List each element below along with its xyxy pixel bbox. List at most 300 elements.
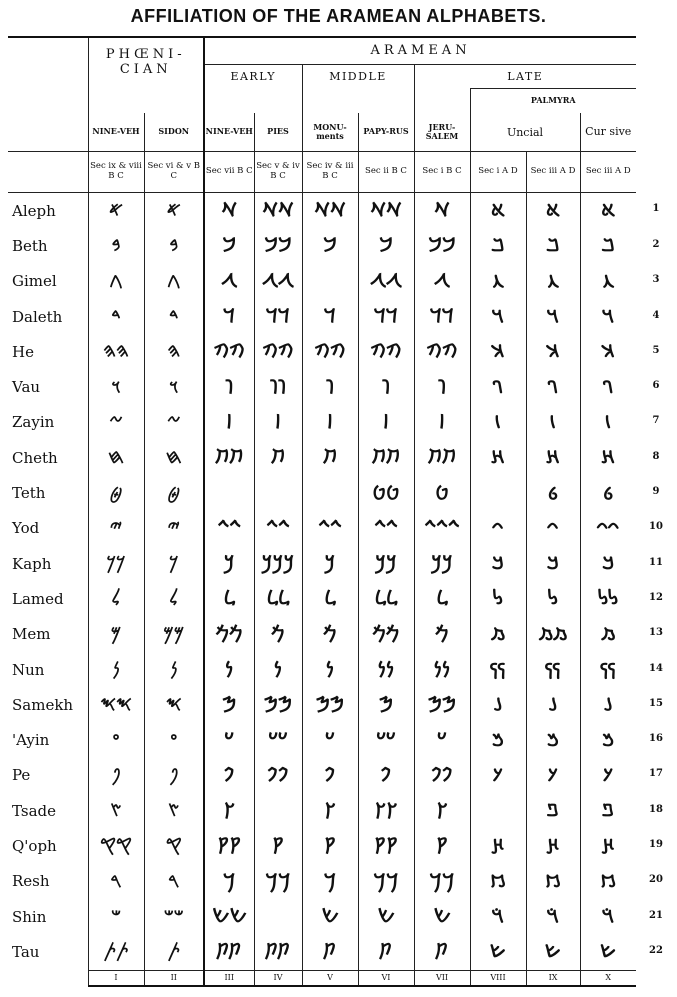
letter-name: Q'oph	[12, 836, 57, 855]
glyph-cell: 𐡲	[526, 828, 580, 863]
glyph-cell: 𐡥	[580, 369, 636, 404]
glyph-cell: 𐡂𐡂	[254, 264, 302, 299]
table-row	[8, 228, 636, 263]
glyph-cell: 𐡃	[302, 299, 358, 334]
table-row	[8, 687, 636, 722]
date-row-blank	[8, 152, 88, 193]
glyph-cell: 𐡀𐡀	[358, 193, 414, 229]
glyph-cell: 𐡒𐡒	[358, 828, 414, 863]
glyph-cell: 𐤊	[144, 546, 204, 581]
glyph-cell: 𐡀𐡀	[254, 193, 302, 229]
glyph-cell: 𐡦	[470, 405, 526, 440]
glyph-cell: 𐤏	[88, 722, 144, 757]
glyph-cell: 𐡌	[302, 617, 358, 652]
header-middle-spacer	[302, 89, 414, 114]
glyph-cell: 𐡎𐡎	[302, 687, 358, 722]
glyph-cell: 𐡊𐡊	[358, 546, 414, 581]
letter-name: Aleph	[12, 201, 56, 220]
glyph-cell: 𐡏𐡏	[254, 722, 302, 757]
header-aramean: ARAMEAN	[204, 37, 636, 65]
glyph-cell: 𐡆	[358, 405, 414, 440]
table-row	[8, 334, 636, 369]
glyph-cell: 𐤈	[88, 475, 144, 510]
row-number: 5	[652, 344, 660, 356]
glyph-cell: 𐡎𐡎	[414, 687, 470, 722]
glyph-cell: 𐡇	[302, 440, 358, 475]
row-number: 20	[649, 874, 663, 886]
glyph-cell: 𐤔𐤔	[144, 899, 204, 934]
glyph-cell: 𐡄𐡄	[358, 334, 414, 369]
corner-cell	[8, 37, 88, 113]
glyph-cell: 𐤂	[88, 264, 144, 299]
table-row	[8, 934, 636, 970]
glyph-cell: 𐤓	[88, 864, 144, 899]
column-date-6: Sec ii B C	[358, 152, 414, 193]
glyph-cell: 𐡠	[470, 193, 526, 229]
glyph-cell: 𐡄𐡄	[204, 334, 254, 369]
glyph-cell: 𐡭𐡭	[580, 652, 636, 687]
glyph-cell: 𐡇𐡇	[414, 440, 470, 475]
glyph-cell: 𐡕	[302, 934, 358, 970]
glyph-cell: 𐡯	[526, 722, 580, 757]
glyph-cell: 𐤉	[88, 511, 144, 546]
column-roman-9: IX	[526, 970, 580, 986]
alphabet-table	[8, 36, 636, 987]
glyph-cell: 𐡐𐡐	[414, 758, 470, 793]
row-number: 13	[649, 627, 663, 639]
glyph-cell: 𐤅	[88, 369, 144, 404]
row-number: 7	[652, 415, 660, 427]
glyph-cell: 𐡐	[358, 758, 414, 793]
glyph-cell: 𐤉	[144, 511, 204, 546]
column-roman-6: VI	[358, 970, 414, 986]
glyph-cell: 𐡫	[470, 581, 526, 616]
glyph-cell: 𐡒𐡒	[204, 828, 254, 863]
glyph-cell: 𐤋	[144, 581, 204, 616]
glyph-cell: 𐡤	[470, 334, 526, 369]
glyph-cell: 𐤎𐤎	[88, 687, 144, 722]
glyph-cell: 𐤐	[144, 758, 204, 793]
glyph-cell: 𐤀	[144, 193, 204, 229]
glyph-cell: 𐡣	[470, 299, 526, 334]
glyph-cell: 𐤂	[144, 264, 204, 299]
glyph-cell: 𐡑	[204, 793, 254, 828]
glyph-cell: 𐡭𐡭	[526, 652, 580, 687]
row-number: 17	[649, 768, 663, 780]
row-number: 18	[649, 803, 663, 815]
column-date-8: Sec i A D	[470, 152, 526, 193]
header-late: LATE	[414, 65, 636, 89]
table-row	[8, 722, 636, 757]
glyph-cell: 𐤆	[144, 405, 204, 440]
glyph-cell: 𐡩	[526, 511, 580, 546]
glyph-cell: 𐡬	[580, 617, 636, 652]
glyph-cell: 𐤊𐤊	[88, 546, 144, 581]
glyph-cell: 𐡣	[580, 299, 636, 334]
glyph-cell: 𐡨	[580, 475, 636, 510]
glyph-cell: 𐡢	[580, 264, 636, 299]
glyph-cell: 𐡪	[580, 546, 636, 581]
glyph-cell: 𐡦	[580, 405, 636, 440]
glyph-cell: 𐡵	[580, 934, 636, 970]
table-row	[8, 864, 636, 899]
column-date-7: Sec i B C	[414, 152, 470, 193]
glyph-cell: 𐡫𐡫	[580, 581, 636, 616]
glyph-cell: 𐡥	[470, 369, 526, 404]
glyph-cell: 𐤆	[88, 405, 144, 440]
glyph-cell: 𐡀	[414, 193, 470, 229]
glyph-cell: 𐡓𐡓	[358, 864, 414, 899]
glyph-cell: 𐡊	[302, 546, 358, 581]
column-roman-10: X	[580, 970, 636, 986]
glyph-cell: 𐤋	[88, 581, 144, 616]
table-row	[8, 369, 636, 404]
column-date-4: Sec v & iv B C	[254, 152, 302, 193]
glyph-cell: 𐡀𐡀	[302, 193, 358, 229]
glyph-cell: 𐡅	[414, 369, 470, 404]
letter-name: Kaph	[12, 554, 52, 573]
glyph-cell: 𐡌𐡌	[204, 617, 254, 652]
glyph-cell: 𐡤	[526, 334, 580, 369]
column-date-10: Sec iii A D	[580, 152, 636, 193]
letter-name: Mem	[12, 625, 51, 644]
letter-name: Cheth	[12, 448, 58, 467]
glyph-cell: 𐡮	[470, 687, 526, 722]
glyph-cell	[254, 475, 302, 510]
glyph-cell: 𐡃𐡃	[358, 299, 414, 334]
letter-name: 'Ayin	[12, 731, 50, 750]
row-number: 3	[652, 274, 660, 286]
letter-name: Yod	[12, 519, 40, 538]
glyph-cell: 𐡭𐡭	[470, 652, 526, 687]
glyph-cell: 𐡪	[470, 546, 526, 581]
glyph-cell: 𐡬𐡬	[526, 617, 580, 652]
glyph-cell: 𐡍	[204, 652, 254, 687]
glyph-cell: 𐡢	[526, 264, 580, 299]
row-number: 22	[649, 945, 663, 957]
header-uncial: Uncial	[470, 113, 580, 152]
column-roman-8: VIII	[470, 970, 526, 986]
row-number: 1	[652, 203, 660, 215]
letter-name: Samekh	[12, 695, 74, 714]
letter-name: Daleth	[12, 307, 63, 326]
glyph-cell: 𐡂	[414, 264, 470, 299]
column-date-1: Sec ix & viii B C	[88, 152, 144, 193]
table-row	[8, 405, 636, 440]
glyph-cell: 𐤒	[144, 828, 204, 863]
header-phoenician: PHŒNI- CIAN	[88, 37, 204, 89]
glyph-cell: 𐤕	[144, 934, 204, 970]
row-number: 14	[649, 662, 663, 674]
row-number: 9	[652, 486, 660, 498]
glyph-cell: 𐡴	[580, 899, 636, 934]
glyph-cell: 𐡨	[526, 475, 580, 510]
glyph-cell: 𐤈	[144, 475, 204, 510]
table-row	[8, 546, 636, 581]
glyph-cell: 𐤐	[88, 758, 144, 793]
glyph-cell: 𐡪	[526, 546, 580, 581]
column-city-3: NINE-VEH	[204, 113, 254, 152]
letter-name: Shin	[12, 907, 47, 926]
glyph-cell: 𐡎	[204, 687, 254, 722]
glyph-cell: 𐤕𐤕	[88, 934, 144, 970]
glyph-cell: 𐡆	[254, 405, 302, 440]
glyph-cell: 𐡉𐡉𐡉	[414, 511, 470, 546]
glyph-cell: 𐤄𐤄	[88, 334, 144, 369]
table-row	[8, 758, 636, 793]
glyph-cell: 𐡓𐡓	[414, 864, 470, 899]
column-date-2: Sec vi & v B C	[144, 152, 204, 193]
glyph-cell: 𐡮	[526, 687, 580, 722]
glyph-cell: 𐡅	[204, 369, 254, 404]
column-date-3: Sec vii B C	[204, 152, 254, 193]
glyph-cell: 𐤑	[88, 793, 144, 828]
table-row	[8, 899, 636, 934]
glyph-cell: 𐡃𐡃	[414, 299, 470, 334]
table-row	[8, 511, 636, 546]
glyph-cell: 𐡬	[470, 617, 526, 652]
glyph-cell: 𐤀	[88, 193, 144, 229]
glyph-cell: 𐤄	[144, 334, 204, 369]
glyph-cell: 𐤍	[144, 652, 204, 687]
glyph-cell	[302, 264, 358, 299]
letter-name: Gimel	[12, 272, 57, 291]
letter-name: Zayin	[12, 413, 55, 432]
glyph-cell: 𐡧	[470, 440, 526, 475]
column-roman-3: III	[204, 970, 254, 986]
glyph-cell: 𐤃	[144, 299, 204, 334]
glyph-cell: 𐡑𐡑	[358, 793, 414, 828]
column-city-1: NINE-VEH	[88, 113, 144, 152]
glyph-cell: 𐡇𐡇	[204, 440, 254, 475]
letter-name: Lamed	[12, 589, 64, 608]
glyph-cell: 𐡁	[204, 228, 254, 263]
glyph-cell: 𐡩	[470, 511, 526, 546]
glyph-cell	[302, 475, 358, 510]
glyph-cell: 𐡰	[526, 758, 580, 793]
glyph-cell: 𐡠	[526, 193, 580, 229]
glyph-cell: 𐡮	[580, 687, 636, 722]
glyph-cell: 𐡦	[526, 405, 580, 440]
glyph-cell: 𐡓	[204, 864, 254, 899]
glyph-cell: 𐡲	[580, 828, 636, 863]
glyph-cell: 𐡵	[470, 934, 526, 970]
glyph-cell: 𐡐	[302, 758, 358, 793]
glyph-cell: 𐤇	[88, 440, 144, 475]
glyph-cell: 𐡍𐡍	[414, 652, 470, 687]
glyph-cell: 𐡁𐡁	[254, 228, 302, 263]
glyph-cell: 𐡌	[254, 617, 302, 652]
glyph-cell: 𐡅	[302, 369, 358, 404]
glyph-cell: 𐡰	[470, 758, 526, 793]
glyph-cell: 𐡔𐡔	[204, 899, 254, 934]
column-roman-4: IV	[254, 970, 302, 986]
letter-name: Vau	[12, 378, 41, 397]
glyph-cell: 𐡆	[414, 405, 470, 440]
glyph-cell: 𐡄𐡄	[254, 334, 302, 369]
glyph-cell: 𐤁	[144, 228, 204, 263]
header-middle: MIDDLE	[302, 65, 414, 89]
glyph-cell: 𐡴	[470, 899, 526, 934]
glyph-cell: 𐡃𐡃	[254, 299, 302, 334]
glyph-cell: 𐡏	[414, 722, 470, 757]
glyph-cell: 𐡅	[358, 369, 414, 404]
page-title: AFFILIATION OF THE ARAMEAN ALPHABETS.	[130, 6, 547, 26]
row-number: 19	[649, 838, 663, 850]
row-number: 21	[649, 909, 663, 921]
glyph-cell: 𐤒𐤒	[88, 828, 144, 863]
glyph-cell: 𐡤	[580, 334, 636, 369]
column-city-5: MONU-ments	[302, 113, 358, 152]
glyph-cell	[254, 793, 302, 828]
glyph-cell: 𐤑	[144, 793, 204, 828]
row-number: 12	[649, 591, 663, 603]
glyph-cell: 𐡕	[414, 934, 470, 970]
letter-name: Tau	[12, 943, 40, 962]
column-roman-7: VII	[414, 970, 470, 986]
glyph-cell: 𐡡	[580, 228, 636, 263]
glyph-cell: 𐡉𐡉	[302, 511, 358, 546]
row-number: 2	[652, 238, 660, 250]
glyph-cell: 𐡴	[526, 899, 580, 934]
glyph-cell: 𐡅𐡅	[254, 369, 302, 404]
glyph-cell	[204, 475, 254, 510]
glyph-cell: 𐡌𐡌	[358, 617, 414, 652]
glyph-cell: 𐡧	[526, 440, 580, 475]
column-roman-5: V	[302, 970, 358, 986]
column-roman-2: II	[144, 970, 204, 986]
glyph-cell: 𐡈	[414, 475, 470, 510]
glyph-cell: 𐡢	[470, 264, 526, 299]
glyph-cell: 𐡁𐡁	[414, 228, 470, 263]
table-row	[8, 617, 636, 652]
glyph-cell: 𐡱	[580, 793, 636, 828]
glyph-cell: 𐡯	[580, 722, 636, 757]
glyph-cell: 𐡍	[302, 652, 358, 687]
letter-name: Nun	[12, 660, 45, 679]
glyph-cell: 𐡏	[204, 722, 254, 757]
glyph-cell: 𐡏𐡏	[358, 722, 414, 757]
glyph-cell: 𐡊	[204, 546, 254, 581]
glyph-cell: 𐤍	[88, 652, 144, 687]
glyph-cell: 𐡀	[204, 193, 254, 229]
glyph-cell: 𐡋𐡋	[254, 581, 302, 616]
row-number: 6	[652, 380, 660, 392]
header-late-spacer	[414, 89, 470, 114]
glyph-cell: 𐡓𐡓	[254, 864, 302, 899]
glyph-cell: 𐡔	[414, 899, 470, 934]
table-row	[8, 299, 636, 334]
glyph-cell: 𐡑	[302, 793, 358, 828]
roman-numeral-row	[8, 970, 636, 986]
glyph-cell: 𐡡	[526, 228, 580, 263]
glyph-cell: 𐡥	[526, 369, 580, 404]
column-date-5: Sec iv & iii B C	[302, 152, 358, 193]
table-row	[8, 264, 636, 299]
column-city-4: PIES	[254, 113, 302, 152]
glyph-cell: 𐡈𐡈	[358, 475, 414, 510]
glyph-cell: 𐡕𐡕	[254, 934, 302, 970]
glyph-cell: 𐡔	[302, 899, 358, 934]
table-row	[8, 440, 636, 475]
column-roman-1: I	[88, 970, 144, 986]
glyph-cell: 𐡏	[302, 722, 358, 757]
glyph-cell: 𐡉𐡉	[254, 511, 302, 546]
glyph-cell: 𐡊𐡊𐡊	[254, 546, 302, 581]
row-number: 10	[649, 521, 663, 533]
column-city-2: SIDON	[144, 113, 204, 152]
glyph-cell: 𐡌	[414, 617, 470, 652]
letter-name: Resh	[12, 872, 50, 891]
glyph-cell: 𐡐	[204, 758, 254, 793]
glyph-cell: 𐡫	[526, 581, 580, 616]
glyph-cell: 𐤏	[144, 722, 204, 757]
glyph-cell	[470, 475, 526, 510]
glyph-cell: 𐤔	[88, 899, 144, 934]
table-row	[8, 581, 636, 616]
column-city-7: JERU-SALEM	[414, 113, 470, 152]
glyph-cell: 𐤌𐤌	[144, 617, 204, 652]
glyph-cell: 𐡋	[204, 581, 254, 616]
glyph-cell: 𐡐𐡐	[254, 758, 302, 793]
glyph-cell: 𐡃	[204, 299, 254, 334]
letter-name: Tsade	[12, 801, 57, 820]
glyph-cell: 𐡇	[254, 440, 302, 475]
glyph-cell: 𐡋	[302, 581, 358, 616]
glyph-cell: 𐡍𐡍	[358, 652, 414, 687]
glyph-cell: 𐡇𐡇	[358, 440, 414, 475]
glyph-cell: 𐡰	[580, 758, 636, 793]
glyph-cell: 𐡳	[580, 864, 636, 899]
glyph-cell: 𐡉𐡉	[204, 511, 254, 546]
table-row	[8, 193, 636, 229]
glyph-cell: 𐡎𐡎	[254, 687, 302, 722]
header-phoenician-spacer	[88, 89, 204, 114]
glyph-cell: 𐡆	[302, 405, 358, 440]
glyph-cell: 𐡍	[254, 652, 302, 687]
glyph-cell: 𐡡	[470, 228, 526, 263]
glyph-cell: 𐤅	[144, 369, 204, 404]
glyph-cell: 𐡲	[470, 828, 526, 863]
glyph-cell: 𐡕	[358, 934, 414, 970]
glyph-cell: 𐡋𐡋	[358, 581, 414, 616]
glyph-cell: 𐤌	[88, 617, 144, 652]
glyph-cell: 𐡵	[526, 934, 580, 970]
table-row	[8, 475, 636, 510]
glyph-cell: 𐡄𐡄	[414, 334, 470, 369]
glyph-cell: 𐡄𐡄	[302, 334, 358, 369]
glyph-cell: 𐡒	[302, 828, 358, 863]
glyph-cell: 𐡳	[526, 864, 580, 899]
table-row	[8, 828, 636, 863]
glyph-cell: 𐡂	[204, 264, 254, 299]
column-city-6: PAPY-RUS	[358, 113, 414, 152]
header-cursive: Cur sive	[580, 113, 636, 152]
glyph-cell: 𐡧	[580, 440, 636, 475]
row-number: 15	[649, 697, 663, 709]
table-row	[8, 793, 636, 828]
header-early-spacer	[204, 89, 302, 114]
glyph-cell: 𐡑	[414, 793, 470, 828]
glyph-cell: 𐡁	[302, 228, 358, 263]
glyph-cell: 𐡎	[358, 687, 414, 722]
glyph-cell: 𐡂𐡂	[358, 264, 414, 299]
glyph-cell: 𐡋	[414, 581, 470, 616]
letter-name: Pe	[12, 766, 31, 785]
glyph-cell: 𐡕𐡕	[204, 934, 254, 970]
glyph-cell: 𐡩𐡩	[580, 511, 636, 546]
glyph-cell: 𐡔	[358, 899, 414, 934]
